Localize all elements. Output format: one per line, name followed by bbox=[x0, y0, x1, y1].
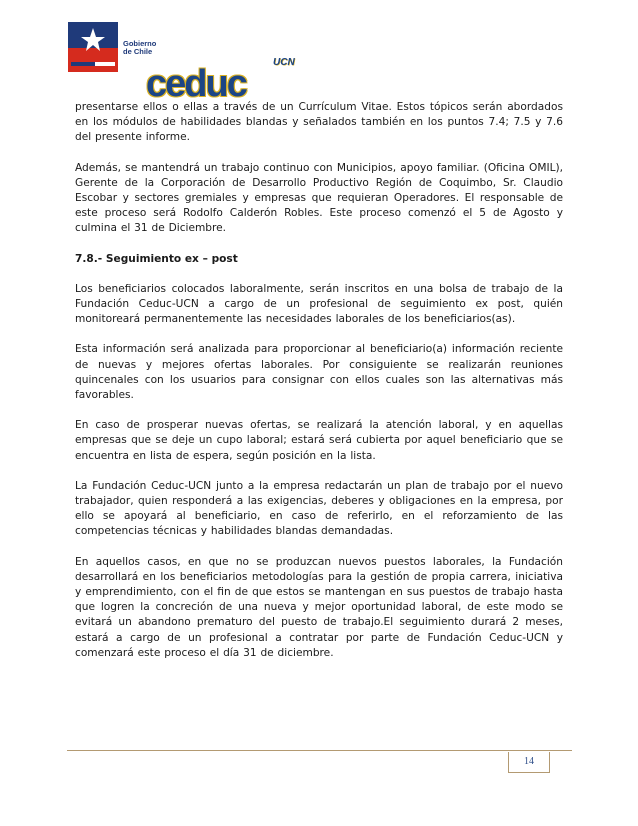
paragraph-section-5: En aquellos casos, en que no se produzcan nuevos puestos laborales, la Fundación desarrollará en los beneficiarios metodologías para la gestión de propia carrera, iniciativa y emprendimiento, con el fin de que estos se mantengan en sus puestos de trabajo hasta que logren la concreción de una nueva y mejor oportunidad laboral, de este modo se evitará un abandono prematuro del puesto de trabajo.El seguimiento durará 2 meses, estará a cargo de un profesional a contratar por parte de Fundación Ceduc-UCN y comenzará este proceso el día 31 de diciembre. bbox=[75, 555, 563, 659]
document-header bbox=[68, 22, 298, 108]
gobierno-de-chile-logo bbox=[68, 22, 118, 72]
paragraph-continuation: presentarse ellos o ellas a través de un Currículum Vitae. Estos tópicos serán abordados en los módulos de habilidades blandas y señalados también en los puntos 7.4; 7.5 y 7.6 del presente informe. bbox=[75, 101, 563, 144]
paragraph-section-2: Esta información será analizada para proporcionar al beneficiario(a) información reciente de nuevas y mejores ofertas laborales. Por consiguiente se realizarán reuniones quincenales con los usuarios para consignar con ellos cuales son las alternativas más favorables. bbox=[75, 343, 563, 402]
gobierno-label: Gobierno de Chile bbox=[123, 39, 157, 56]
ucn-tag: UCN bbox=[273, 57, 295, 68]
paragraph-coordination: Además, se mantendrá un trabajo continuo con Municipios, apoyo familiar. (Oficina OMIL), Gerente de la Corporación de Desarrollo Productivo Región de Coquimbo, Sr. Claudio Escobar y sectores gremiales y empresas que requieran Operadores. El responsable de este proceso será Rodolfo Calderón Robles. Este proceso comenzó el 5 de Agosto y culmina el 31 de Diciembre. bbox=[75, 161, 563, 235]
footer-rule bbox=[67, 750, 572, 751]
paragraph-section-3: En caso de prosperar nuevas ofertas, se realizará la atención laboral, y en aquellas empresas que se deje un cupo laboral; estará será cubierta por aquel beneficiario que se encuentra en lista de espera, según posición en la lista. bbox=[75, 419, 563, 462]
page-number-box bbox=[508, 752, 550, 773]
page-body bbox=[75, 100, 563, 676]
ceduc-wordmark: ceduc bbox=[146, 63, 246, 105]
paragraph-section-1: Los beneficiarios colocados laboralmente, serán inscritos en una bolsa de trabajo de la Fundación Ceduc-UCN a cargo de un profesional de seguimiento ex post, quién monitoreará permanentemente las necesidades laborales de los beneficiarios(as). bbox=[75, 282, 563, 326]
ceduc-logo bbox=[146, 57, 306, 105]
page-number: 14 bbox=[524, 756, 534, 767]
section-heading: 7.8.- Seguimiento ex – post bbox=[75, 252, 238, 265]
paragraph-section-4: La Fundación Ceduc-UCN junto a la empresa redactarán un plan de trabajo por el nuevo trabajador, quien responderá a las exigencias, deberes y obligaciones en la empresa, por ello se apoyará al beneficiario, en caso de referirlo, en el reforzamiento de las competencias técnicas y habilidades blandas demandadas. bbox=[75, 479, 563, 538]
